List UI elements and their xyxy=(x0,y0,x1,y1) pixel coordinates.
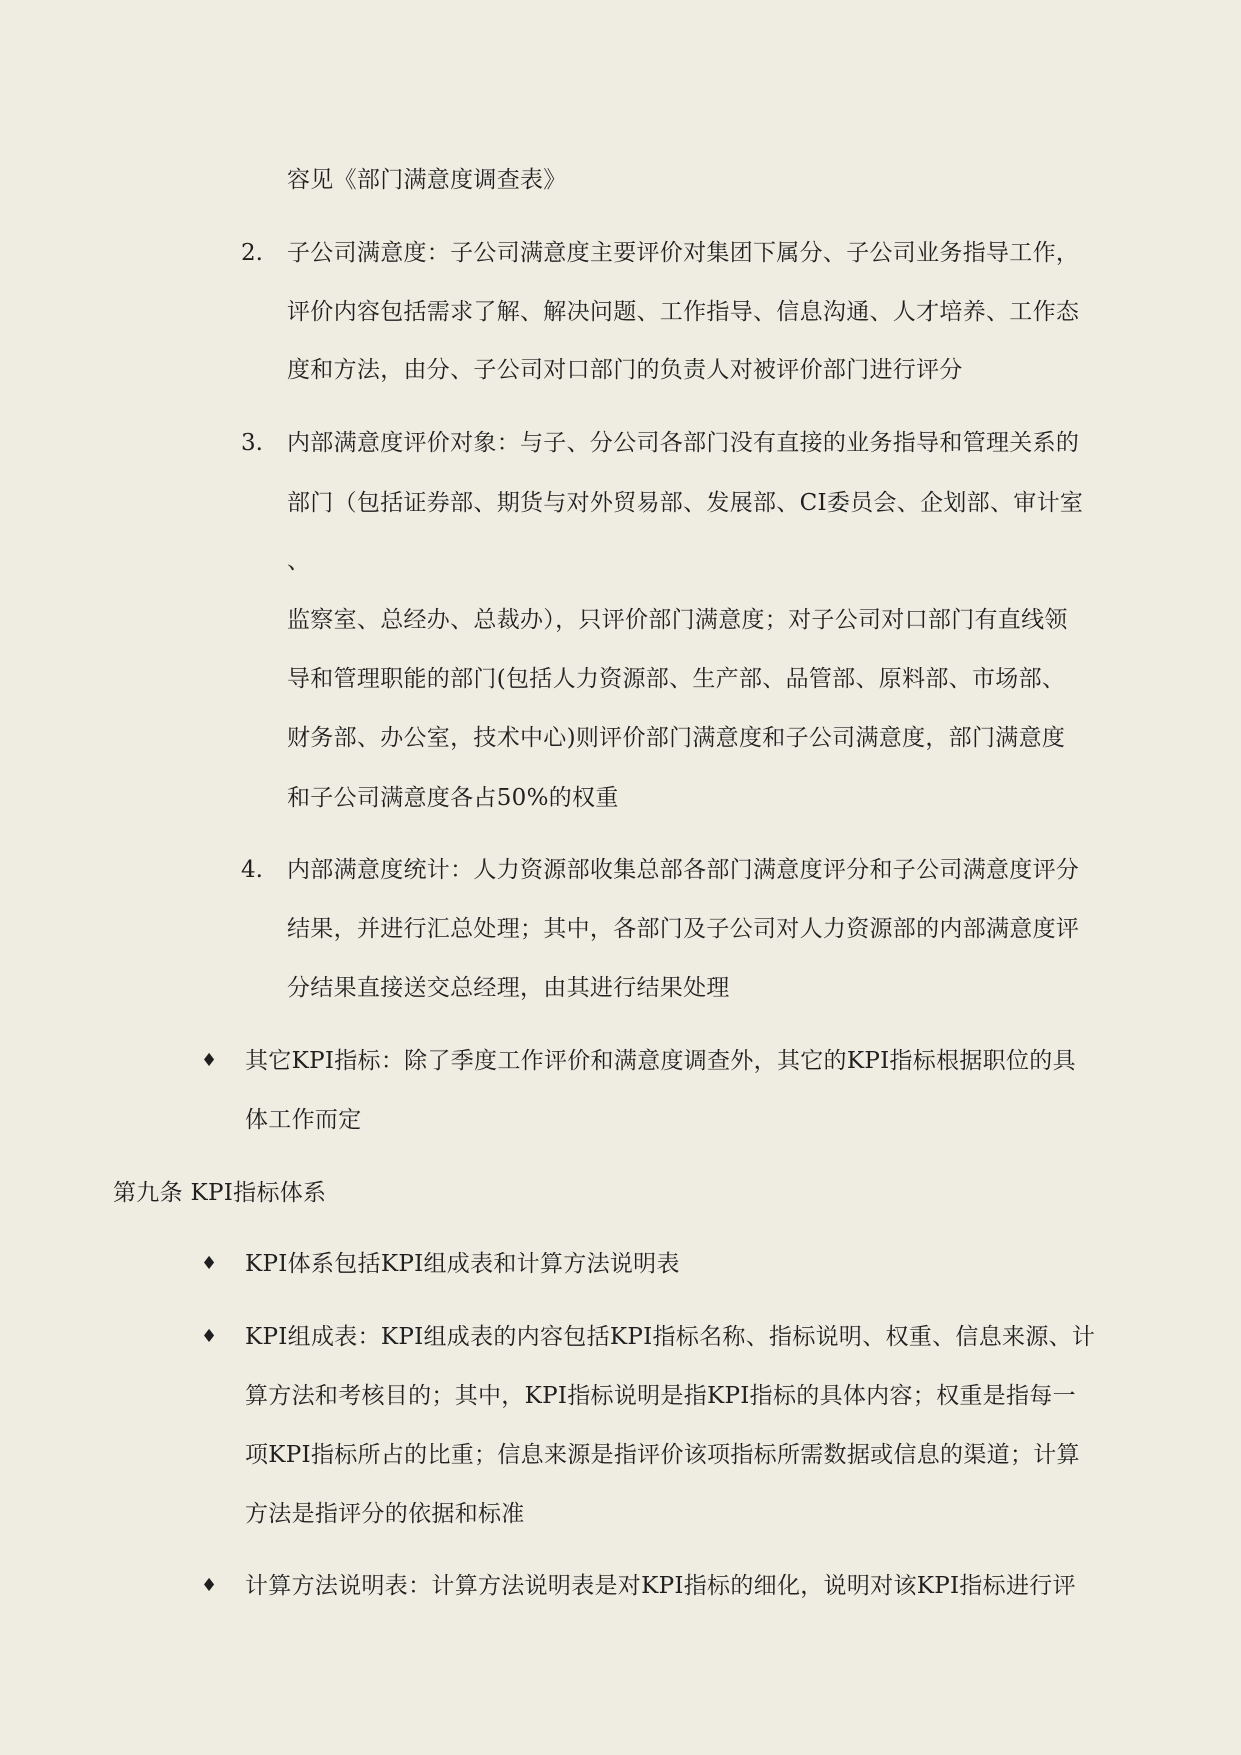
text-line: 和子公司满意度各占50%的权重 xyxy=(287,785,619,811)
text-line: 评价内容包括需求了解、解决问题、工作指导、信息沟通、人才培养、工作态 xyxy=(287,299,1080,325)
text-line: 、 xyxy=(287,548,311,574)
text-line: 其它KPI指标：除了季度工作评价和满意度调查外，其它的KPI指标根据职位的具 xyxy=(245,1048,1076,1074)
text-line: 内部满意度评价对象：与子、分公司各部门没有直接的业务指导和管理关系的 xyxy=(287,430,1080,456)
list-number: 3. xyxy=(241,430,263,456)
text-line: 部门（包括证券部、期货与对外贸易部、发展部、CI委员会、企划部、审计室 xyxy=(287,490,1084,516)
text-line: 计算方法说明表：计算方法说明表是对KPI指标的细化，说明对该KPI指标进行评 xyxy=(245,1573,1076,1599)
article-heading: 第九条 KPI指标体系 xyxy=(113,1180,327,1206)
diamond-bullet-icon: ♦ xyxy=(201,1253,218,1274)
text-line: 算方法和考核目的；其中，KPI指标说明是指KPI指标的具体内容；权重是指每一 xyxy=(245,1383,1076,1409)
text-line: 项KPI指标所占的比重；信息来源是指评价该项指标所需数据或信息的渠道；计算 xyxy=(245,1442,1080,1468)
text-line: 导和管理职能的部门(包括人力资源部、生产部、品管部、原料部、市场部、 xyxy=(287,666,1066,692)
diamond-bullet-icon: ♦ xyxy=(201,1050,218,1071)
text-line: 内部满意度统计：人力资源部收集总部各部门满意度评分和子公司满意度评分 xyxy=(287,857,1080,883)
text-line: 财务部、办公室，技术中心)则评价部门满意度和子公司满意度，部门满意度 xyxy=(287,725,1066,751)
list-number: 4. xyxy=(241,857,263,883)
list-number: 2. xyxy=(241,240,263,266)
text-line: 分结果直接送交总经理，由其进行结果处理 xyxy=(287,975,730,1001)
text-line: KPI组成表：KPI组成表的内容包括KPI指标名称、指标说明、权重、信息来源、计 xyxy=(245,1324,1096,1350)
text-line: 体工作而定 xyxy=(245,1107,362,1133)
diamond-bullet-icon: ♦ xyxy=(201,1326,218,1347)
text-line: 度和方法，由分、子公司对口部门的负责人对被评价部门进行评分 xyxy=(287,357,963,383)
text-line: 监察室、总经办、总裁办），只评价部门满意度；对子公司对口部门有直线领 xyxy=(287,607,1068,633)
text-line: KPI体系包括KPI组成表和计算方法说明表 xyxy=(245,1251,680,1277)
text-line: 方法是指评分的依据和标准 xyxy=(245,1501,525,1527)
text-line: 结果，并进行汇总处理；其中，各部门及子公司对人力资源部的内部满意度评 xyxy=(287,916,1080,942)
diamond-bullet-icon: ♦ xyxy=(201,1575,218,1596)
text-line: 子公司满意度：子公司满意度主要评价对集团下属分、子公司业务指导工作， xyxy=(287,240,1080,266)
text-line: 容见《部门满意度调查表》 xyxy=(287,167,567,193)
